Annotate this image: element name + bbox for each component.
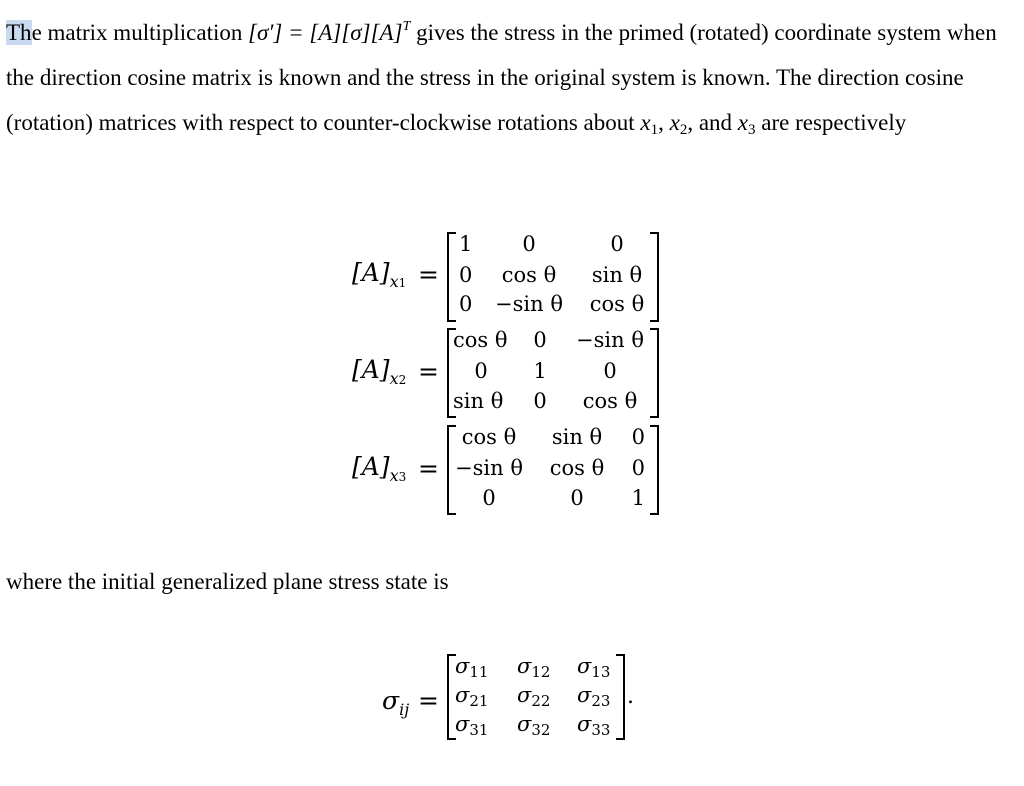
matrix-cell: 1 [533,359,547,383]
matrix-x3 [447,425,659,515]
matrix-cell: sin θ [453,389,504,413]
var-x2: x [669,110,680,135]
matrix-cell: cos θ [549,456,605,480]
matrix-cell: 0 [533,328,547,352]
matrix-cell: 0 [603,359,617,383]
matrix-cell: cos θ [501,263,557,287]
trailing-period: . [627,684,634,709]
matrix-cell: −sin θ [495,292,563,316]
matrix-cell: sin θ [551,425,603,449]
stress-cell: σ13 [577,654,611,681]
equals-sign: = [418,454,439,483]
equals-sign: = [418,686,439,715]
matrix-cell: cos θ [461,425,517,449]
stress-cell: σ31 [455,712,489,739]
matrix-cell: 0 [459,292,473,316]
var-x1: x [640,110,651,135]
inline-equation: $[\sigma'] = [A][\sigma][A]^T$ [248,19,411,45]
matrix-cell: 0 [631,425,645,449]
matrix-cell: 0 [631,456,645,480]
matrix-cell: cos θ [453,328,508,352]
matrix-stress [447,654,625,740]
intro-text-3: are respectively [755,110,907,135]
stress-cell: σ33 [577,712,611,739]
matrix-x1 [447,232,659,322]
matrix-cell: 0 [533,389,547,413]
lhs-a-x3: $[A]_{x3}$ [352,452,407,485]
stress-cell: σ12 [517,654,551,681]
matrix-cell: cos θ [582,389,638,413]
stress-cell: σ23 [577,683,611,710]
lhs-a-x1: $[A]_{x1}$ [352,258,407,291]
stress-cell: σ32 [517,712,551,739]
matrix-cell: 0 [570,486,584,510]
matrix-cell: 0 [482,486,496,510]
lhs-sigma-ij: $\sigma_{ij}$ [382,686,410,719]
matrix-cell: 0 [610,232,624,256]
stress-cell: σ22 [517,683,551,710]
equals-sign: = [418,357,439,386]
intro-paragraph: The matrix multiplication $[\sigma'] = [A][\sigma][A]^T$ gives the stress in the primed (rotated) coordinate system when the direction cosine matrix is known and the stress in the original system is known. The direction cosine (rotation) matrices with respect to counter-clockwise rotations about $x_1$, $x_2$, and $x_3$ are respectively [6,19,997,138]
matrix-cell: 0 [474,359,488,383]
matrix-cell: −sin θ [576,328,644,352]
intro-text-2: gives the stress in the primed (rotated) coordinate system when the direction cosine matrix is known and the stress in the original system is known. The direction cosine (rotation) matrices with respect to counter-clockwise rotations about [6,20,997,135]
matrix-cell: −sin θ [455,456,523,480]
matrix-cell: sin θ [591,263,643,287]
stress-cell: σ11 [455,654,489,681]
matrix-cell: 0 [522,232,536,256]
matrix-cell: cos θ [589,292,645,316]
stress-cell: σ21 [455,683,489,710]
middle-text: where the initial generalized plane stress state is [6,569,449,594]
lhs-a-x2: $[A]_{x2}$ [352,355,407,388]
matrix-x2 [447,328,659,418]
equals-sign: = [418,260,439,289]
matrix-cell: 1 [459,232,473,256]
intro-text-1: The matrix multiplication [6,20,249,45]
matrix-cell: 1 [631,486,645,510]
var-x3: x [737,110,749,135]
matrix-cell: 0 [459,263,473,287]
